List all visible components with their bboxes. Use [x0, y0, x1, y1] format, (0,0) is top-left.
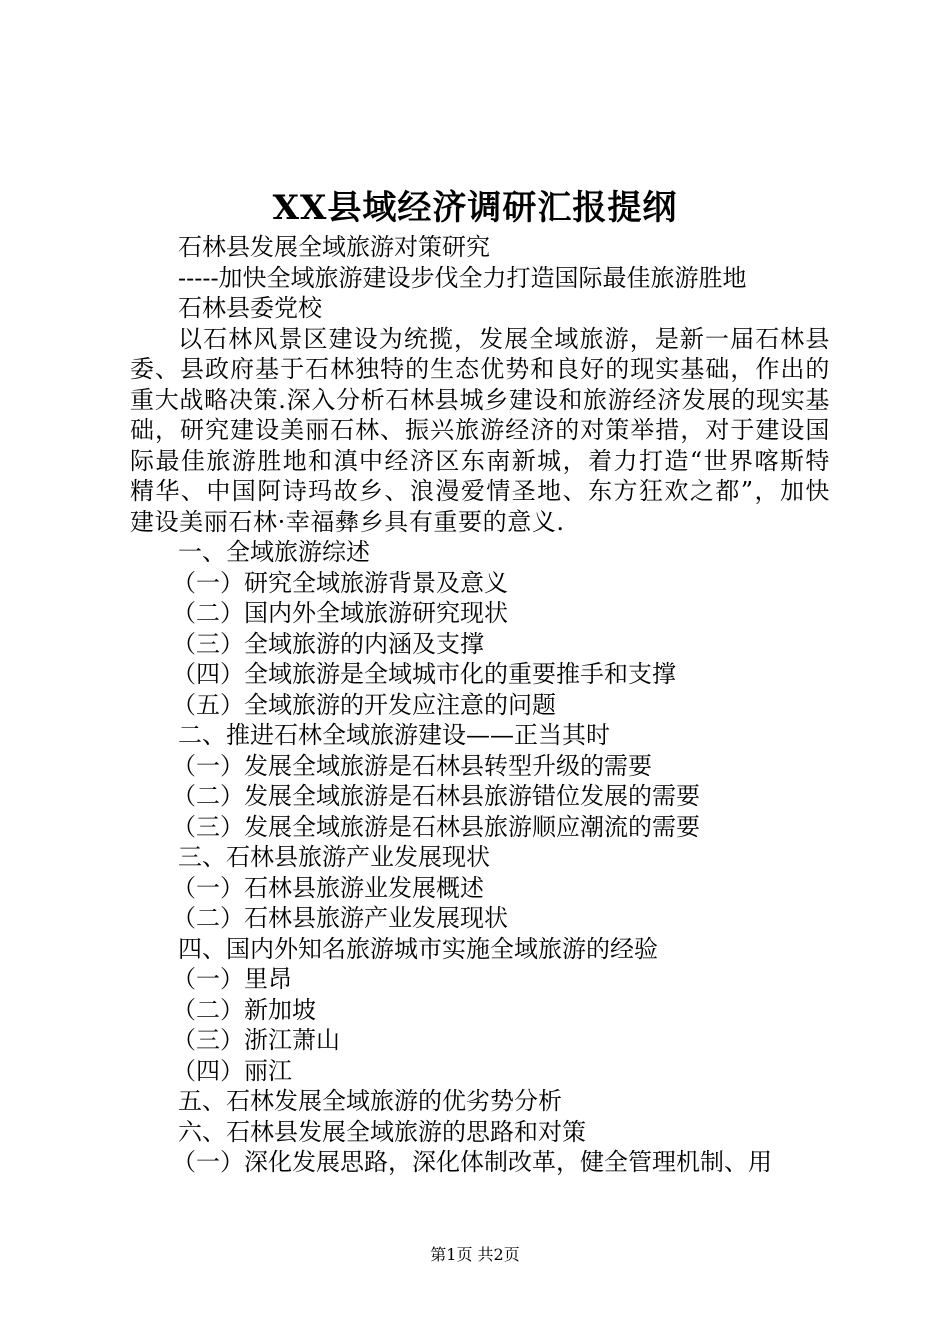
outline-subsection-item: （二）新加坡	[172, 995, 316, 1024]
intro-paragraph: 以石林风景区建设为统揽，发展全域旅游，是新一届石林县委、县政府基于石林独特的生态优势和良好的现实基础，作出的重大战略决策.深入分析石林县城乡建设和旅游经济发展的现实基础，研究建设美丽石林、振兴旅游经济的对策举措，对于建设国际最佳旅游胜地和滇中经济区东南新城，着力打造“世界喀斯特精华、中国阿诗玛故乡、浪漫爱情圣地、东方狂欢之都”，加快建设美丽石林·幸福彝乡具有重要的意义.	[130, 324, 830, 536]
document-tagline: -----加快全域旅游建设步伐全力打造国际最佳旅游胜地	[178, 263, 747, 292]
outline-section-heading: 四、国内外知名旅游城市实施全域旅游的经验	[178, 934, 658, 963]
outline-section-heading: 二、推进石林全域旅游建设——正当其时	[178, 721, 610, 749]
outline-subsection-item: （四）全域旅游是全域城市化的重要推手和支撑	[172, 660, 676, 688]
page-footer: 第1页 共2页	[430, 1245, 520, 1264]
document-subtitle: 石林县发展全域旅游对策研究	[178, 233, 490, 261]
outline-subsection-item: （三）全域旅游的内涵及支撑	[172, 629, 484, 658]
outline-section-heading: 一、全域旅游综述	[178, 538, 370, 566]
outline-subsection-item: （二）国内外全域旅游研究现状	[172, 599, 508, 627]
outline-subsection-item: （四）丽江	[172, 1056, 292, 1085]
outline-subsection-item: （一）石林县旅游业发展概述	[172, 873, 484, 902]
outline-section-heading: 六、石林县发展全域旅游的思路和对策	[178, 1117, 586, 1146]
outline-subsection-item: （三）发展全域旅游是石林县旅游顺应潮流的需要	[172, 812, 700, 841]
outline-subsection-item: （二）发展全域旅游是石林县旅游错位发展的需要	[172, 782, 700, 810]
outline-subsection-item: （三）浙江萧山	[172, 1026, 340, 1054]
outline-subsection-item: （一）里昂	[172, 965, 292, 993]
outline-section-heading: 五、石林发展全域旅游的优劣势分析	[178, 1087, 562, 1115]
outline-subsection-item: （一）深化发展思路，深化体制改革，健全管理机制、用	[172, 1148, 772, 1176]
outline-subsection-item: （五）全域旅游的开发应注意的问题	[172, 690, 556, 719]
outline-list	[130, 537, 830, 1178]
document-body	[130, 232, 830, 1178]
document-author: 石林县委党校	[178, 294, 322, 322]
document-title: XX县域经济调研汇报提纲	[272, 188, 678, 228]
outline-section-heading: 三、石林县旅游产业发展现状	[178, 843, 490, 871]
outline-subsection-item: （二）石林县旅游产业发展现状	[172, 904, 508, 932]
outline-subsection-item: （一）发展全域旅游是石林县转型升级的需要	[172, 751, 652, 780]
outline-subsection-item: （一）研究全域旅游背景及意义	[172, 568, 508, 597]
